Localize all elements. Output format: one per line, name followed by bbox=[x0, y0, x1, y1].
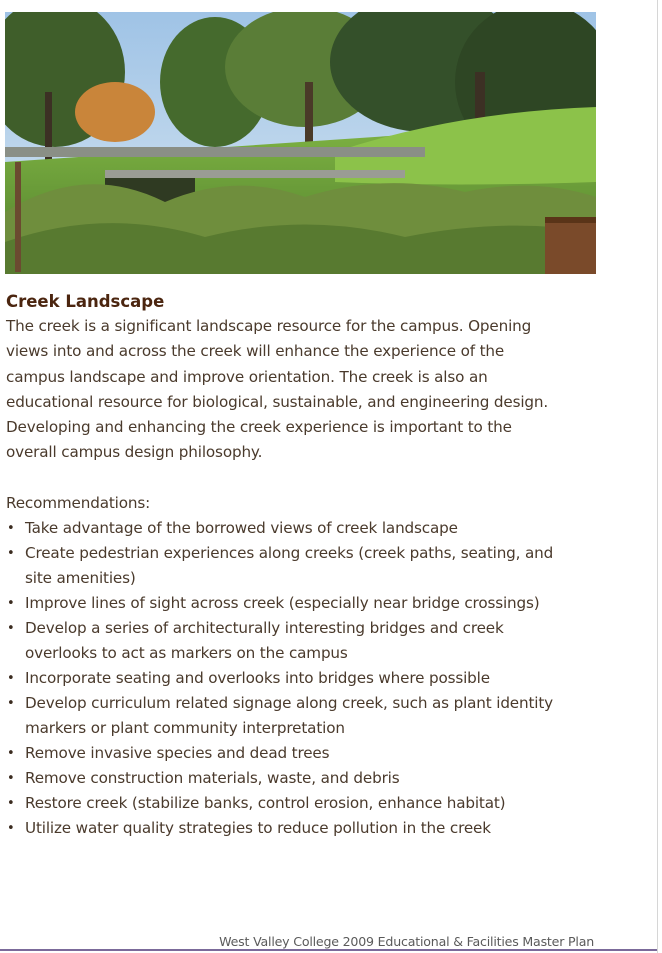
list-item bbox=[6, 691, 606, 741]
list-item bbox=[6, 741, 606, 766]
list-item-text: Utilize water quality strategies to reduce pollution in the creek bbox=[25, 818, 491, 837]
list-item-text: markers or plant community interpretation bbox=[25, 718, 345, 737]
bullet: • bbox=[7, 520, 15, 536]
recommendations-label: Recommendations: bbox=[6, 493, 151, 512]
intro-paragraph bbox=[6, 314, 606, 466]
paragraph-line: The creek is a significant landscape resource for the campus. Opening bbox=[6, 317, 532, 335]
list-item-text: Incorporate seating and overlooks into bridges where possible bbox=[25, 668, 490, 687]
bullet: • bbox=[7, 795, 15, 811]
list-item bbox=[6, 666, 606, 691]
bullet: • bbox=[7, 670, 15, 686]
recommendations-list bbox=[6, 516, 606, 841]
list-item bbox=[6, 516, 606, 541]
list-item-text: Create pedestrian experiences along creeks (creek paths, seating, and bbox=[25, 543, 554, 562]
list-item bbox=[6, 591, 606, 616]
bullet: • bbox=[7, 820, 15, 836]
main-content bbox=[6, 290, 606, 841]
list-item-text: overlooks to act as markers on the campus bbox=[25, 643, 348, 662]
list-item-text: Restore creek (stabilize banks, control erosion, enhance habitat) bbox=[25, 793, 506, 812]
list-item-text: Develop curriculum related signage along creek, such as plant identity bbox=[25, 693, 553, 712]
footer-text: West Valley College 2009 Educational & Facilities Master Plan bbox=[219, 934, 594, 949]
paragraph-line: campus landscape and improve orientation. The creek is also an bbox=[6, 367, 488, 386]
page-edge-rule bbox=[657, 0, 658, 953]
paragraph-line: educational resource for biological, sustainable, and engineering design. bbox=[6, 392, 549, 411]
bullet: • bbox=[7, 595, 15, 611]
list-item-text: Remove invasive species and dead trees bbox=[25, 743, 330, 762]
list-item bbox=[6, 816, 606, 841]
bullet: • bbox=[7, 545, 15, 561]
list-item-text: Remove construction materials, waste, and debris bbox=[25, 768, 400, 787]
paragraph-line: overall campus design philosophy. bbox=[6, 443, 263, 462]
creek-photo-illustration bbox=[5, 12, 596, 274]
bullet: • bbox=[7, 745, 15, 761]
paragraph-line: views into and across the creek will enhance the experience of the bbox=[6, 342, 505, 361]
footer-rule bbox=[0, 949, 657, 951]
paragraph-line: Developing and enhancing the creek experience is important to the bbox=[6, 418, 512, 437]
list-item-text: Take advantage of the borrowed views of creek landscape bbox=[25, 518, 458, 537]
list-item-text: Improve lines of sight across creek (especially near bridge crossings) bbox=[25, 593, 540, 612]
list-item-text: Develop a series of architecturally interesting bridges and creek bbox=[25, 618, 504, 637]
creek-photo bbox=[5, 12, 596, 274]
section-heading: Creek Landscape bbox=[6, 292, 165, 311]
bullet: • bbox=[7, 695, 15, 711]
list-item bbox=[6, 766, 606, 791]
list-item bbox=[6, 541, 606, 591]
list-item bbox=[6, 791, 606, 816]
bullet: • bbox=[7, 620, 15, 636]
list-item bbox=[6, 616, 606, 666]
bullet: • bbox=[7, 770, 15, 786]
list-item-text: site amenities) bbox=[25, 568, 136, 587]
